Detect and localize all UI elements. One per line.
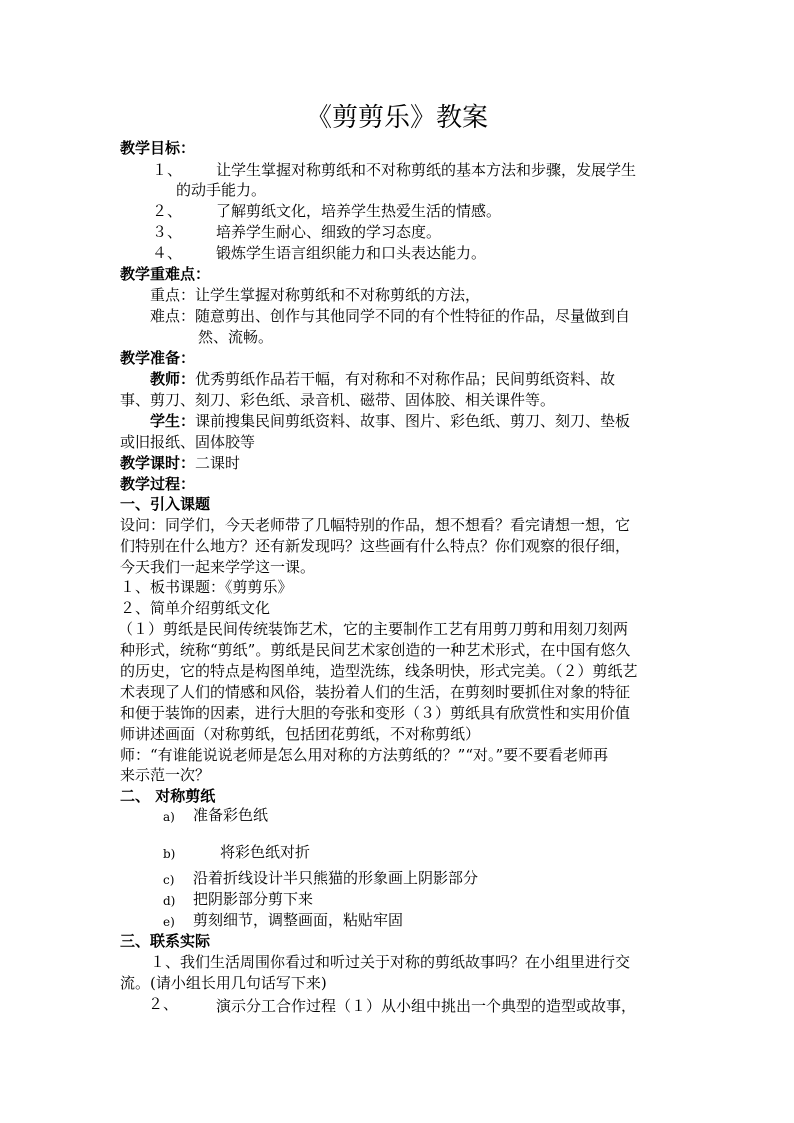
prep-teacher-line-1 (150, 369, 615, 389)
step-b-mark: b) (163, 847, 176, 861)
step-e-mark: e) (163, 915, 175, 929)
hard-point-line-1: 难点：随意剪出、创作与其他同学不同的有个性特征的作品，尽量做到自 (150, 307, 631, 325)
culture-line-6: 师讲述画面（对称剪纸，包括团花剪纸，不对称剪纸） (120, 725, 481, 743)
step-c-text: 沿着折线设计半只熊猫的形象画上阴影部分 (193, 869, 479, 887)
hard-point-line-2: 然、流畅。 (198, 328, 274, 346)
prep-heading: 教学准备： (120, 349, 196, 367)
section-3-heading: 三、联系实际 (120, 932, 211, 950)
prep-student-text: 课前搜集民间剪纸资料、故事、图片、彩色纸、剪刀、刻刀、垫板 (195, 412, 631, 430)
prep-student-line-1 (150, 411, 630, 431)
intro-line-1: 设问：同学们，今天老师带了几幅特别的作品，想不想看？看完请想一想，它 (120, 516, 631, 534)
prep-student-line-2: 或旧报纸、固体胶等 (120, 433, 256, 451)
s1-item-2: ２、简单介绍剪纸文化 (120, 599, 271, 617)
culture-line-1: （１）剪纸是民间传统装饰艺术，它的主要制作工艺有用剪刀剪和用刻刀刻两 (118, 620, 629, 638)
prep-teacher-text: 优秀剪纸作品若干幅，有对称和不对称作品；民间剪纸资料、故 (195, 370, 616, 388)
culture-line-4: 术表现了人们的情感和风俗，装扮着人们的生活，在剪刻时要抓住对象的特征 (120, 683, 631, 701)
hours-value: 二课时 (195, 454, 241, 472)
s1-item-1: １、板书课题：《剪剪乐》 (120, 578, 293, 596)
step-a-text: 准备彩色纸 (193, 806, 269, 824)
practice-item-1-line-1: １、我们生活周围你看过和听过关于对称的剪纸故事吗？在小组里进行交 (150, 953, 631, 971)
goals-heading: 教学目标： (120, 139, 196, 157)
prep-student-label: 学生： (150, 412, 196, 430)
culture-line-3: 的历史，它的特点是构图单纯，造型洗练，线条明快，形式完美。（２）剪纸艺 (120, 662, 638, 680)
goal-1-line-2: 的动手能力。 (176, 181, 267, 199)
goal-1-line-1: 让学生掌握对称剪纸和不对称剪纸的基本方法和步骤，发展学生 (216, 161, 637, 179)
hours-label: 教学课时： (120, 454, 196, 472)
practice-item-1-line-2: 流。(请小组长用几句话写下来) (120, 974, 327, 992)
key-point: 重点：让学生掌握对称剪纸和不对称剪纸的方法， (150, 286, 481, 304)
prep-teacher-label: 教师： (150, 370, 196, 388)
difficulties-heading: 教学重难点： (120, 265, 211, 283)
intro-line-3: 今天我们一起来学学这一课。 (120, 558, 316, 576)
goal-4-num: ４、 (152, 244, 183, 262)
goal-3-text: 培养学生耐心、细致的学习态度。 (216, 223, 442, 241)
teacher-question-line-1: 师：“有谁能说说老师是怎么用对称的方法剪纸的？”“对。”要不要看老师再 (120, 746, 609, 764)
goal-2-num: ２、 (152, 202, 183, 220)
intro-line-2: 们特别在什么地方？还有新发现吗？这些画有什么特点？你们观察的很仔细， (120, 537, 631, 555)
step-c-mark: c) (163, 873, 175, 887)
culture-line-5: 和便于装饰的因素，进行大胆的夸张和变形（３）剪纸具有欣赏性和实用价值 (120, 704, 631, 722)
step-b-text: 将彩色纸对折 (220, 843, 311, 861)
practice-item-2-text: 演示分工合作过程（１）从小组中挑出一个典型的造型或故事， (216, 997, 637, 1015)
practice-item-2-num: ２、 (148, 995, 179, 1013)
document-title: 《剪剪乐》教案 (305, 103, 488, 133)
goal-3-num: ３、 (152, 223, 183, 241)
process-heading: 教学过程： (120, 475, 196, 493)
goal-2-text: 了解剪纸文化，培养学生热爱生活的情感。 (216, 202, 502, 220)
section-2-heading: 二、 对称剪纸 (120, 787, 216, 805)
section-1-heading: 一、引入课题 (120, 495, 211, 513)
step-d-mark: d) (163, 894, 176, 908)
hours-line (120, 453, 240, 473)
step-e-text: 剪刻细节，调整画面，粘贴牢固 (193, 911, 404, 929)
step-a-mark: a) (163, 810, 175, 824)
culture-line-2: 种形式，统称“剪纸”。剪纸是民间艺术家创造的一种艺术形式，在中国有悠久 (120, 641, 631, 659)
teacher-question-line-2: 来示范一次？ (120, 766, 211, 784)
step-d-text: 把阴影部分剪下来 (193, 890, 314, 908)
goal-4-text: 锻炼学生语言组织能力和口头表达能力。 (216, 244, 487, 262)
goal-1-num: １、 (152, 161, 183, 179)
prep-teacher-line-2: 事、剪刀、刻刀、彩色纸、录音机、磁带、固体胶、相关课件等。 (120, 391, 556, 409)
